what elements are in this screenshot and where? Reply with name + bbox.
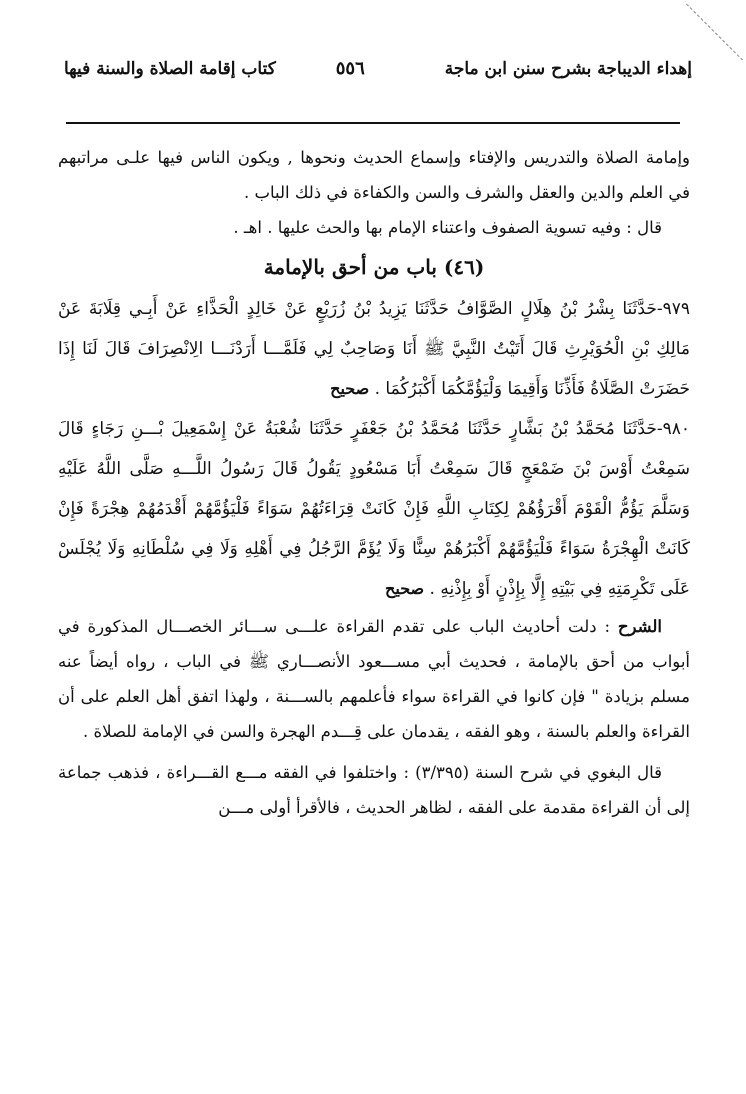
baghawi-paragraph: قال البغوي في شرح السنة (٣/٣٩٥) : واختلفوا في الفقه مـــع القـــراءة ، فذهب جماعة إلى أن القراءة مقدمة على الفقه ، لظاهر الحديث ، فالأقرأ أولى مـــن	[58, 763, 690, 817]
page-body	[58, 140, 690, 825]
hadith-980	[58, 409, 690, 609]
header-page-number: ٥٥٦	[335, 58, 365, 79]
sharh-label: الشرح	[617, 617, 662, 636]
chapter-title: (٤٦) باب من أحق بالإمامة	[263, 255, 485, 279]
running-header	[64, 58, 692, 92]
intro-paragraph: وإمامة الصلاة والتدريس والإفتاء وإسماع الحديث ونحوها , ويكون الناس فيها علـى مراتبهم في العلم والدين والعقل والشرف والسن والكفاءة في ذلك الباب .	[58, 148, 690, 202]
intro-paragraph-quote: قال : وفيه تسوية الصفوف واعتناء الإمام بها والحث عليها . اهـ .	[233, 218, 662, 237]
hadith-979-grade: صحيح	[330, 379, 370, 398]
hadith-980-grade: صحيح	[385, 579, 425, 598]
page-corner-mark	[686, 0, 746, 60]
hadith-979	[58, 289, 690, 409]
header-divider	[66, 122, 680, 124]
hadith-980-text: ٩٨٠-حَدَّثَنَا مُحَمَّدُ بْنُ بَشَّارٍ حَدَّثَنَا مُحَمَّدُ بْنُ جَعْفَرٍ حَدَّثَنَا شُعْبَةُ عَنْ إِسْمَعِيلَ بْـــنِ رَجَاءٍ قَالَ سَمِعْتُ أَوْسَ بْنَ ضَمْعَجٍ قَالَ سَمِعْتُ أَبَا مَسْعُودٍ يَقُولُ قَالَ رَسُولُ اللَّـــهِ صَلَّى اللَّهُ عَلَيْهِ وَسَلَّمَ يَؤُمُّ الْقَوْمَ أَقْرَؤُهُمْ لِكِتَابِ اللَّهِ فَإِنْ كَانَتْ قِرَاءَتُهُمْ سَوَاءً فَلْيَؤُمَّهُمْ أَقْدَمُهُمْ هِجْرَةً فَإِنْ كَانَتْ الْهِجْرَةُ سَوَاءً فَلْيَؤُمَّهُمْ أَكْبَرُهُمْ سِنًّا وَلَا يُؤَمَّ الرَّجُلُ فِي أَهْلِهِ وَلَا فِي سُلْطَانِهِ وَلَا يُجْلَسْ عَلَى تَكْرِمَتِهِ فِي بَيْتِهِ إِلَّا بِإِذْنٍ أَوْ بِإِذْنِهِ .	[58, 419, 690, 599]
sharh-paragraph	[58, 609, 690, 749]
hadith-979-text: ٩٧٩-حَدَّثَنَا بِشْرُ بْنُ هِلَالٍ الصَّوَّافُ حَدَّثَنَا يَزِيدُ بْنُ زُرَيْعٍ عَنْ خَالِدٍ الْحَذَّاءِ عَنْ أَبِـي قِلَابَةَ عَنْ مَالِكِ بْنِ الْحُوَيْرِثِ قَالَ أَتَيْتُ النَّبِيَّ ﷺ أَنَا وَصَاحِبٌ لِي فَلَمَّـــا أَرَدْنَـــا الِانْصِرَافَ قَالَ لَنَا إِذَا حَضَرَتْ الصَّلَاةُ فَأَذِّنَا وَأَقِيمَا وَلْيَؤُمَّكُمَا أَكْبَرُكُمَا .	[58, 299, 690, 399]
header-section-title: كتاب إقامة الصلاة والسنة فيها	[64, 59, 276, 79]
sharh-text: : دلت أحاديث الباب على تقدم القراءة علـــى ســـائر الخصـــال المذكورة في أبواب من أحق بالإمامة ، فحديث أبي مســـعود الأنصـــاري ﷺ في الباب ، رواه أيضاً عنه مسلم بزيادة " فإن كانوا في القراءة سواء فأعلمهم بالســـنة ، ولهذا اتفق أهل العلم على أن القراءة والعلم بالسنة ، وهو الفقه ، يقدمان على قِـــدم الهجرة والسن في الإمامة للصلاة .	[58, 617, 690, 741]
header-book-title: إهداء الديباجة بشرح سنن ابن ماجة	[444, 59, 692, 79]
